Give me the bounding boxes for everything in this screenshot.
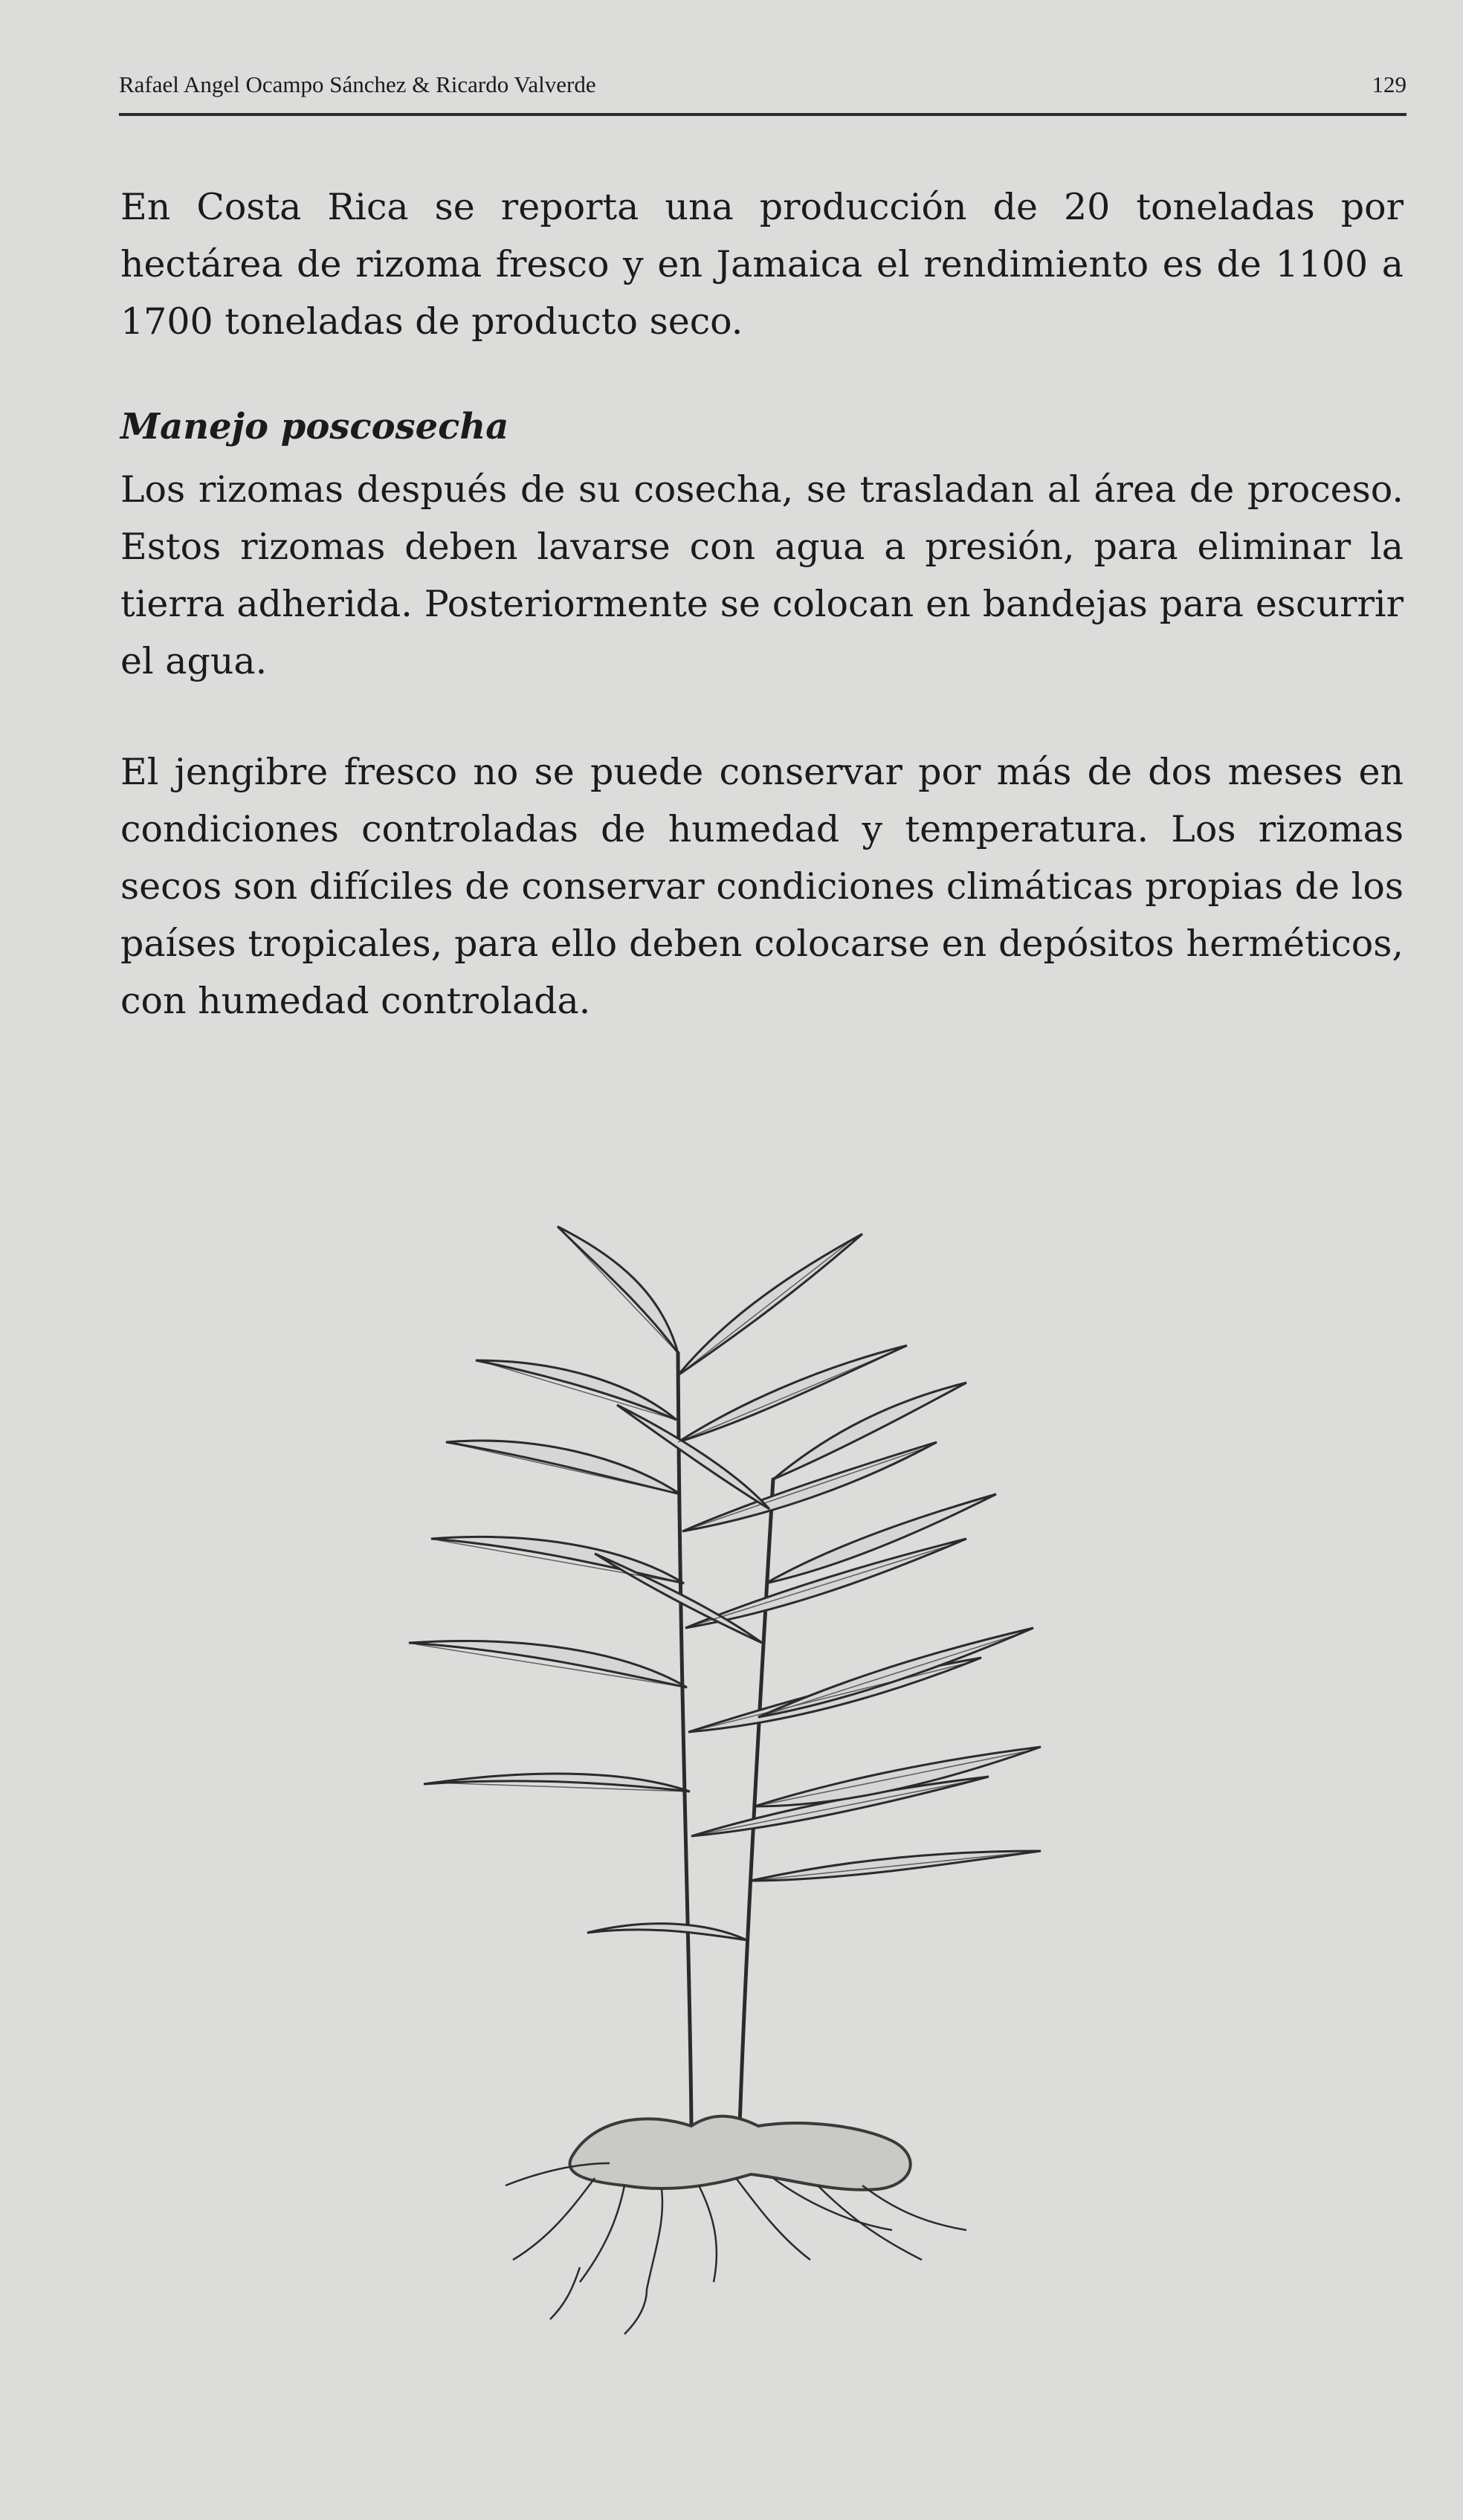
page-number: 129 [1372, 71, 1407, 97]
ginger-plant-icon [401, 1197, 1130, 2520]
section-heading-postharvest: Manejo poscosecha [120, 406, 509, 448]
header-rule [119, 113, 1407, 116]
header-authors: Rafael Angel Ocampo Sánchez & Ricardo Valverde [119, 71, 596, 97]
paragraph-postharvest-process: Los rizomas después de su cosecha, se trasladan al área de proceso. Estos rizomas deben lavarse con agua a presión, para eliminar la tierra adherida. Posteriormente se colocan en bandejas para escurrir el agua. [120, 468, 1404, 682]
paragraph-production: En Costa Rica se reporta una producción de 20 toneladas por hectárea de rizoma fresco y en Jamaica el rendimiento es de 1100 a 1700 toneladas de producto seco. [120, 186, 1404, 343]
running-header [119, 71, 1407, 104]
paragraph-conservation: El jengibre fresco no se puede conservar por más de dos meses en condiciones controladas de humedad y temperatura. Los rizomas secos son difíciles de conservar condiciones climáticas propias de los países tropicales, para ello deben colocarse en depósitos herméticos, con humedad controlada. [120, 751, 1404, 1022]
